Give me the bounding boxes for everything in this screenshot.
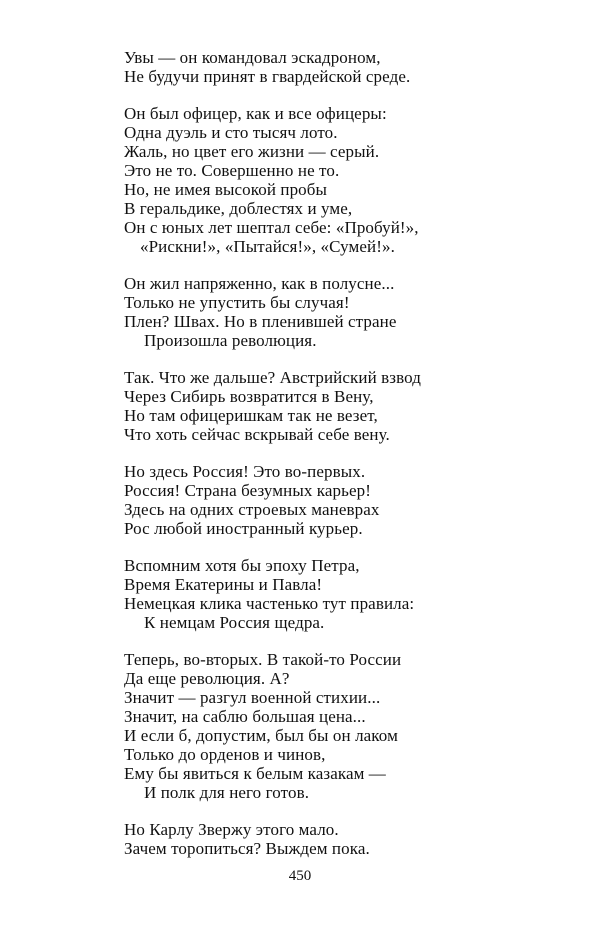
- poem-line: Жаль, но цвет его жизни — серый.: [124, 142, 380, 161]
- poem-line: Так. Что же дальше? Австрийский взвод: [124, 368, 421, 387]
- poem-line: В геральдике, доблестях и уме,: [124, 199, 353, 218]
- page-number: 450: [288, 868, 312, 884]
- stanza: [124, 462, 584, 538]
- poem-line: Не будучи принят в гвардейской среде.: [124, 67, 411, 86]
- poem-line: Здесь на одних строевых маневрах: [124, 500, 380, 519]
- poem-line: Это не то. Совершенно не то.: [124, 161, 340, 180]
- poem-line: Ему бы явиться к белым казакам —: [124, 764, 386, 783]
- poem-line: Он жил напряженно, как в полусне...: [124, 274, 395, 293]
- poem-line: Одна дуэль и сто тысяч лото.: [124, 123, 338, 142]
- poem-line: Россия! Страна безумных карьер!: [124, 481, 372, 500]
- poem-line: Значит, на саблю большая цена...: [124, 707, 366, 726]
- poem-line: Теперь, во-вторых. В такой-то России: [124, 650, 402, 669]
- poem-line: И полк для него готов.: [144, 783, 310, 802]
- poem: [124, 48, 584, 876]
- poem-line: Что хоть сейчас вскрывай себе вену.: [124, 425, 390, 444]
- poem-line: Но там офицеришкам так не везет,: [124, 406, 378, 425]
- poem-line: «Рискни!», «Пытайся!», «Сумей!».: [140, 237, 395, 256]
- stanza: [124, 368, 584, 444]
- stanza: [124, 650, 584, 802]
- poem-line: Зачем торопиться? Выждем пока.: [124, 839, 370, 858]
- poem-line: Плен? Швах. Но в пленившей стране: [124, 312, 397, 331]
- poem-line: Через Сибирь возвратится в Вену,: [124, 387, 374, 406]
- stanza: [124, 274, 584, 350]
- stanza: [124, 104, 584, 256]
- poem-line: И если б, допустим, был бы он лаком: [124, 726, 398, 745]
- poem-line: Он был офицер, как и все офицеры:: [124, 104, 387, 123]
- poem-line: Произошла революция.: [144, 331, 317, 350]
- stanza: [124, 556, 584, 632]
- poem-line: Да еще революция. А?: [124, 669, 290, 688]
- poem-line: Но, не имея высокой пробы: [124, 180, 328, 199]
- poem-line: Время Екатерины и Павла!: [124, 575, 323, 594]
- poem-line: Значит — разгул военной стихии...: [124, 688, 381, 707]
- stanza: [124, 820, 584, 858]
- poem-line: Только не упустить бы случая!: [124, 293, 350, 312]
- poem-line: Немецкая клика частенько тут правила:: [124, 594, 415, 613]
- stanza: [124, 48, 584, 86]
- poem-line: Увы — он командовал эскадроном,: [124, 48, 381, 67]
- poem-line: Вспомним хотя бы эпоху Петра,: [124, 556, 360, 575]
- poem-line: Но Карлу Звержу этого мало.: [124, 820, 339, 839]
- poem-line: Он с юных лет шептал себе: «Пробуй!»,: [124, 218, 419, 237]
- poem-line: Только до орденов и чинов,: [124, 745, 326, 764]
- poem-line: К немцам Россия щедра.: [144, 613, 325, 632]
- poem-line: Рос любой иностранный курьер.: [124, 519, 363, 538]
- poem-line: Но здесь Россия! Это во-первых.: [124, 462, 366, 481]
